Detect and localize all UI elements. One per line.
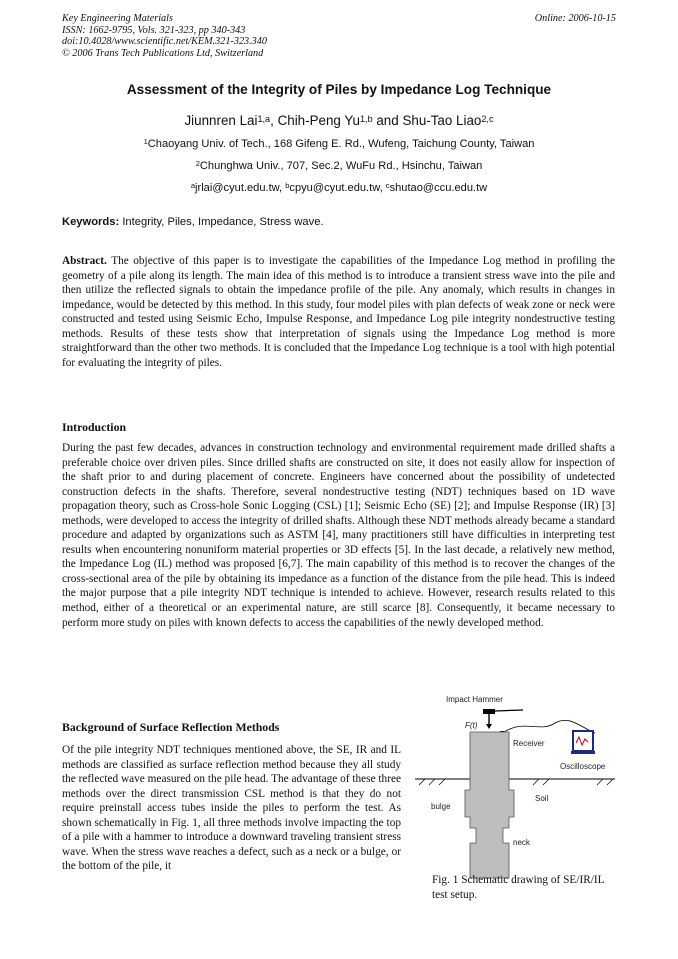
introduction-text: During the past few decades, advances in construction technology and environmental requirement made drilled shafts a preferable choice over driven piles. Since drilled shafts are constructed on site, it does not easily allow for inspection of the shaft prior to and during placement of concrete. Engineers have concerned about the possibility of undetected construction defects in the shafts. Therefore, several nondestructive testing (NDT) techniques based on 1D wave propagation theory, such as Cross-hole Sonic Logging (CSL) [1]; Seismic Echo (SE) [2]; and Impulse Response (IR) [3] methods, were developed to access the integrity of drilled shafts. Although these NDT methods already became a standard procedure and adapted by organizations such as ASTM [4], many practitioners still have difficulties in interpreting test results when encountering nonuniform material properties or 3D effects [5]. In the last decade, a relatively new method, the Impedance Log (IL) method was proposed [6,7]. The main capability of this method is to recover the changes of the cross-sectional area of the pile by obtaining its impedance as a function of the distance from the pile head. This is indeed the major purpose that a pile integrity NDT technique is intended to achieve. However, research results related to this method, either of a theoretical or an experimental nature, are still scarce [8]. Consequently, it became necessary to perform more study on piles with known defects to access the capabilities of the newly developed method. bbox=[62, 442, 615, 629]
soil-label: Soil bbox=[535, 794, 549, 803]
author-name: Chih-Peng Yu bbox=[277, 113, 360, 128]
pile-shape bbox=[465, 732, 514, 878]
keywords bbox=[62, 216, 324, 228]
abstract-label: Abstract. bbox=[62, 255, 107, 267]
journal-header bbox=[62, 13, 616, 59]
abstract bbox=[62, 254, 615, 370]
copyright-line: © 2006 Trans Tech Publications Ltd, Switzerland bbox=[62, 47, 264, 59]
email-link[interactable]: cpyu@cyut.edu.tw, bbox=[289, 182, 386, 194]
doi-line: doi:10.4028/www.scientific.net/KEM.321-323.340 bbox=[62, 36, 267, 48]
introduction-heading: Introduction bbox=[62, 420, 127, 434]
force-label: F(t) bbox=[465, 721, 478, 730]
author-sup: 1,a bbox=[257, 113, 271, 124]
online-date: Online: 2006-10-15 bbox=[534, 13, 616, 24]
background-heading: Background of Surface Reflection Methods bbox=[62, 720, 280, 734]
impact-hammer-label: Impact Hammer bbox=[446, 695, 503, 704]
author-name: Jiunnren Lai bbox=[184, 113, 258, 128]
paper-title: Assessment of the Integrity of Piles by Impedance Log Technique bbox=[126, 82, 552, 97]
figure-caption: Fig. 1 Schematic drawing of SE/IR/IL test setup. bbox=[432, 874, 605, 901]
email-list: $^a$jrlai@cyut.edu.tw, $^b$cpyu@cyut.edu.tw, $^c$shutao@ccu.edu.tw bbox=[190, 181, 488, 194]
background-text: Of the pile integrity NDT techniques mentioned above, the SE, IR and IL methods are classified as surface reflection method because they all study the reflected wave measured on the pile head. The advantage of these three methods over the direct transmission CSL method is that they do not require preinstall access tubes inside the piles to perform the test. As shown schematically in Fig. 1, all three methods involve impacting the top of a pile with a hammer to introduce a downward traveling transient stress wave. When the stress wave reaches a defect, such as a neck or a bulge, or the bottom of the pile, it bbox=[62, 744, 401, 873]
receiver-label: Receiver bbox=[513, 739, 545, 748]
issn-line: ISSN: 1662-9795, Vols. 321-323, pp 340-343 bbox=[62, 24, 246, 36]
affiliation-1: $^1$Chaoyang Univ. of Tech., 168 Gifeng E. Rd., Wufeng, Taichung County, Taiwan bbox=[143, 137, 535, 150]
oscilloscope-icon bbox=[571, 731, 595, 754]
author-name: Shu-Tao Liao bbox=[402, 113, 482, 128]
author-sup: 1,b bbox=[359, 113, 373, 124]
keywords-text: Integrity, Piles, Impedance, Stress wave. bbox=[122, 216, 324, 228]
setup-figure bbox=[415, 683, 615, 893]
neck-label: neck bbox=[513, 838, 530, 847]
hammer-icon bbox=[483, 709, 523, 729]
oscilloscope-label: Oscilloscope bbox=[560, 762, 606, 771]
bulge-label: bulge bbox=[431, 802, 451, 811]
author-list: Jiunnren Lai$^{1,a}$, Chih-Peng Yu$^{1,b}$ and Shu-Tao Liao$^{2,c}$ bbox=[184, 113, 494, 128]
abstract-text: The objective of this paper is to investigate the capabilities of the Impedance Log method in profiling the geometry of a pile along its length. The main idea of this method is to introduce a transient stress wave into the pile and then utilize the reflected signals to obtain the impedance profile of the pile. Any anomaly, which results in changes in impedance, would be detected by this method. In this study, four model piles with plan defects of weak zone or neck were constructed and tested using Seismic Echo, Impulse Response, and Impedance Log pile integrity nondestructive testing methods. Results of these tests show that interpretation of signals using the Impedance Log method is more straightforward than the other two methods. It is concluded that the Impedance Log technique is a tool with high potential for evaluating the integrity of piles. bbox=[62, 255, 615, 369]
author-sup: 2,c bbox=[481, 113, 494, 124]
keywords-label: Keywords: bbox=[62, 216, 120, 228]
email-link[interactable]: shutao@ccu.edu.tw bbox=[389, 182, 488, 194]
email-link[interactable]: jrlai@cyut.edu.tw, bbox=[195, 182, 286, 194]
journal-name: Key Engineering Materials bbox=[62, 13, 173, 24]
affiliation-2: $^2$Chunghwa Univ., 707, Sec.2, WuFu Rd., Hsinchu, Taiwan bbox=[195, 159, 483, 172]
ground-line bbox=[415, 779, 615, 785]
